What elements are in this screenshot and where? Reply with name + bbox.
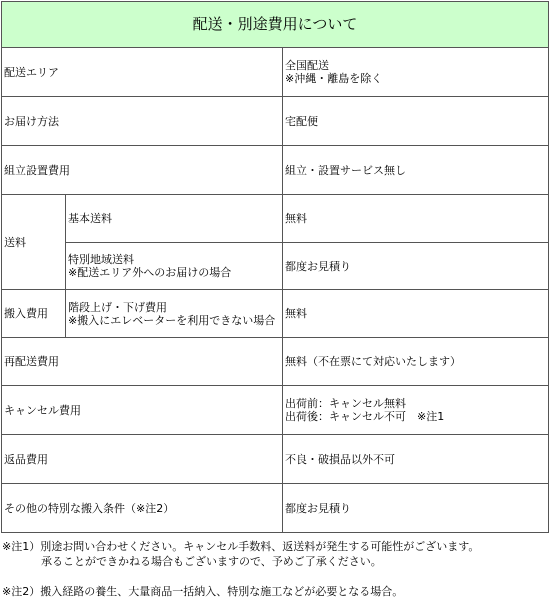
row-value-returns: 不良・破損品以外不可 xyxy=(283,435,549,484)
row-label-method: お届け方法 xyxy=(2,97,283,146)
table-row xyxy=(2,290,549,338)
row-value-method: 宅配便 xyxy=(283,97,549,146)
row-label-area: 配送エリア xyxy=(2,48,283,97)
note2: ※注2）搬入経路の養生、大量商品一括納入、特別な施工などが必要となる場合。 xyxy=(2,585,404,598)
row-value-special-shipping: 都度お見積り xyxy=(283,243,549,290)
row-value-other: 都度お見積り xyxy=(283,484,549,533)
special-shipping-label-line1: 特別地域送料 xyxy=(68,253,134,266)
table-row xyxy=(2,338,549,386)
row-label-redelivery: 再配送費用 xyxy=(2,338,283,386)
table-title: 配送・別途費用について xyxy=(2,2,549,48)
row-label-carry-in: 搬入費用 xyxy=(2,290,66,338)
table-row xyxy=(2,48,549,97)
row-value-redelivery: 無料（不在票にて対応いたします） xyxy=(283,338,549,386)
row-label-cancel: キャンセル費用 xyxy=(2,386,283,435)
row-label-shipping: 送料 xyxy=(2,195,66,290)
row-value-area xyxy=(283,48,549,97)
special-shipping-label-line2: ※配送エリア外へのお届けの場合 xyxy=(68,266,232,279)
row-value-basic-shipping: 無料 xyxy=(283,195,549,243)
row-label-returns: 返品費用 xyxy=(2,435,283,484)
row-value-assembly: 組立・設置サービス無し xyxy=(283,146,549,195)
table-row xyxy=(2,386,549,435)
table-row xyxy=(2,484,549,533)
row-label-other: その他の特別な搬入条件（※注2） xyxy=(2,484,283,533)
cancel-value-line1: 出荷前：キャンセル無料 xyxy=(285,397,406,410)
row-value-carry-in: 無料 xyxy=(283,290,549,338)
row-value-cancel xyxy=(283,386,549,435)
table-row xyxy=(2,435,549,484)
area-value-line2: ※沖縄・離島を除く xyxy=(285,72,383,85)
sub-label-basic-shipping: 基本送料 xyxy=(66,195,283,243)
shipping-fee-table xyxy=(1,1,549,533)
note1-line2: 承ることができかねる場合もございますので、予めご了承ください。 xyxy=(41,555,382,568)
footnotes xyxy=(2,539,548,599)
sub-label-special-shipping xyxy=(66,243,283,290)
carry-in-label-line1: 階段上げ・下げ費用 xyxy=(68,300,167,314)
carry-in-label-line2: ※搬入にエレベーターを利用できない場合 xyxy=(68,313,276,327)
table-row xyxy=(2,97,549,146)
row-label-assembly: 組立設置費用 xyxy=(2,146,283,195)
cancel-value-line2: 出荷後：キャンセル不可 ※注1 xyxy=(285,410,445,423)
table-row xyxy=(2,146,549,195)
note1-line1: ※注1）別途お問い合わせください。キャンセル手数料、返送料が発生する可能性がございます。 xyxy=(2,540,480,553)
table-row xyxy=(2,243,549,290)
sub-label-carry-in xyxy=(66,290,283,338)
area-value-line1: 全国配送 xyxy=(285,59,329,72)
table-row xyxy=(2,195,549,243)
